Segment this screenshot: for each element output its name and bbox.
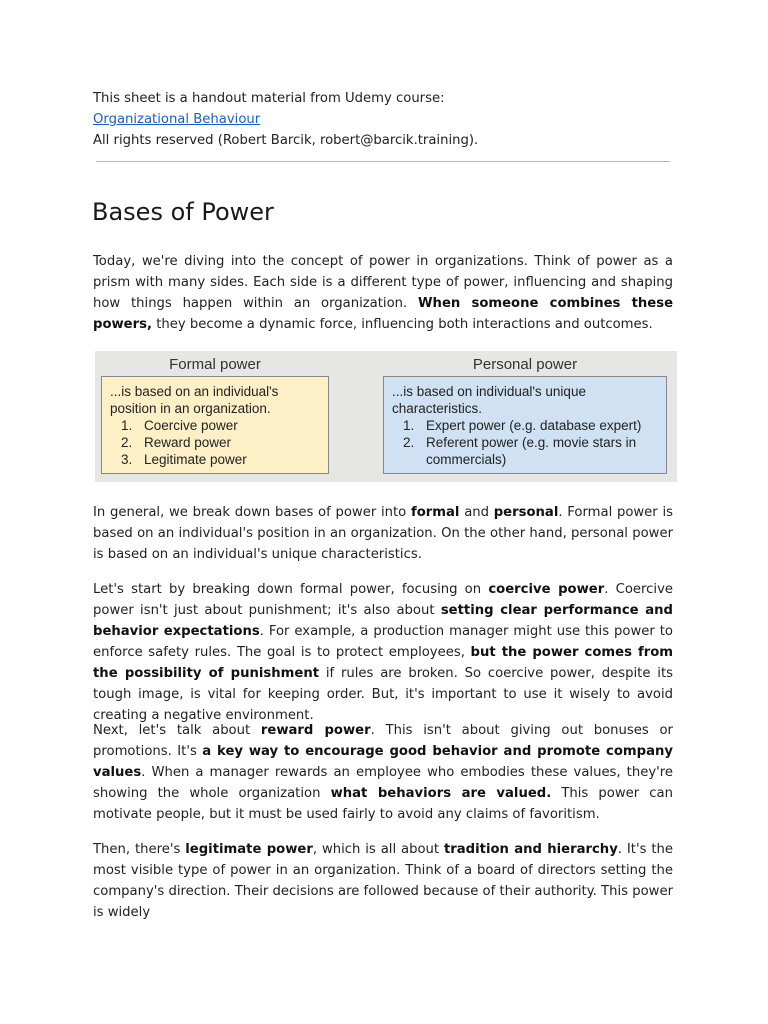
list-item: 2. Reward power [136,434,320,451]
rights-note: All rights reserved (Robert Barcik, robert@barcik.training). [93,133,479,148]
list-item: 1. Coercive power [136,417,320,434]
formal-power-box [101,376,329,474]
formal-power-description: ...is based on an individual's position in an organization. [110,384,279,416]
divider [96,161,670,162]
power-bases-diagram [95,351,677,482]
list-item: 1. Expert power (e.g. database expert) [418,417,658,434]
page-title: Bases of Power [92,198,274,226]
intro-paragraph: Today, we're diving into the concept of power in organizations. Think of power as a prism with many sides. Each side is a different type of power, influencing and shaping how things happen within an organization. When someone combines these powers, they become a dynamic force, influencing both interactions and outcomes. [93,254,674,332]
personal-power-title: Personal power [472,356,578,373]
legitimate-power-paragraph: Then, there's legitimate power, which is all about tradition and hierarchy. It's the most visible type of power in an organization. Think of a board of directors setting the company's direction. Their decisions are followed because of their authority. This power is widely [93,842,673,920]
coercive-power-paragraph: Let's start by breaking down formal power, focusing on coercive power. Coercive power isn't just about punishment; it's also about setting clear performance and behavior expectations. For example, a production manager might use this power to enforce safety rules. The goal is to protect employees, but the power comes from the possibility of punishment if rules are broken. So coercive power, despite its tough image, is vital for keeping order. But, it's important to use it wisely to avoid creating a negative environment. [93,582,674,723]
formal-power-title: Formal power [169,356,261,373]
formal-power-list [110,417,320,468]
handout-note: This sheet is a handout material from Udemy course: [93,91,445,106]
personal-power-list [392,417,658,468]
list-item: 2. Referent power (e.g. movie stars in commercials) [418,434,658,468]
personal-power-box [383,376,667,474]
handout-header [93,88,478,151]
list-item: 3. Legitimate power [136,451,320,468]
general-paragraph: In general, we break down bases of power into formal and personal. Formal power is based on an individual's position in an organization. On the other hand, personal power is based on an individual's unique characteristics. [93,505,673,562]
reward-power-paragraph: Next, let's talk about reward power. This isn't about giving out bonuses or promotions. It's a key way to encourage good behavior and promote company values. When a manager rewards an employee who embodies these values, they're showing the whole organization what behaviors are valued. This power can motivate people, but it must be used fairly to avoid any claims of favoritism. [93,723,673,822]
personal-power-description: ...is based on individual's unique characteristics. [392,384,586,416]
course-link[interactable]: Organizational Behaviour [93,112,261,127]
